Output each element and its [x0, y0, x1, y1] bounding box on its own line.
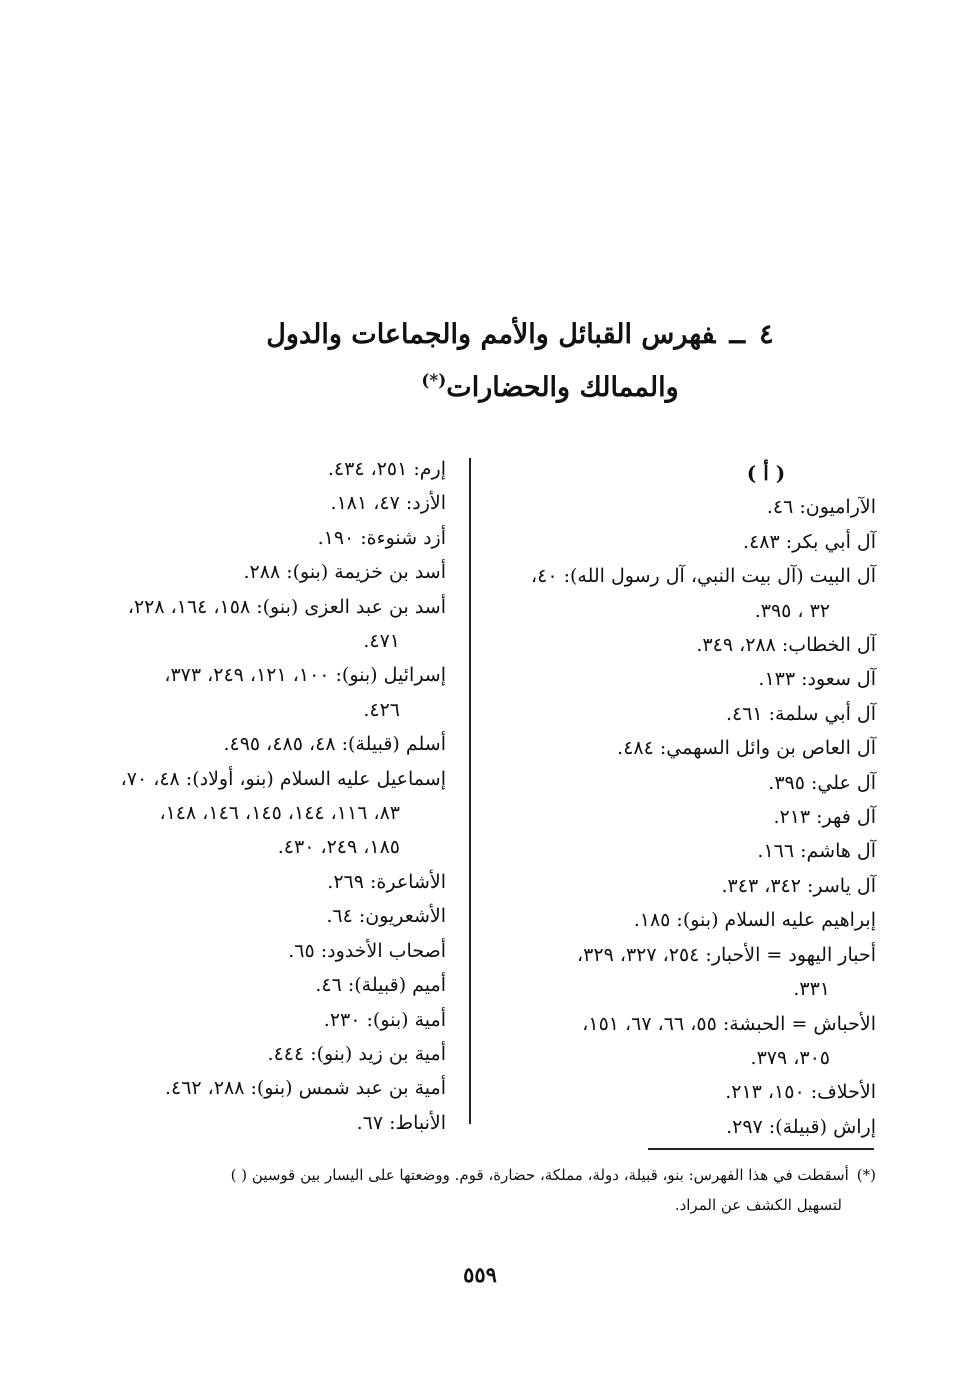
index-entry: أسد بن عبد العزى (بنو): ١٥٨، ١٦٤، ٢٢٨،: [127, 595, 446, 618]
title-text-1: فهرس القبائل والأمم والجماعات والدول: [266, 319, 716, 350]
index-entry-continuation: ٨٣، ١١٦، ١٤٤، ١٤٥، ١٤٦، ١٤٨،: [159, 802, 400, 825]
index-entry: الأشعريون: ٦٤.: [326, 905, 446, 928]
index-entry: إراش (قبيلة): ٢٩٧.: [726, 1115, 876, 1138]
index-entry: أمية (بنو): ٢٣٠.: [323, 1008, 446, 1031]
title-line-2: [150, 358, 850, 411]
section-letter-alif: [486, 456, 876, 490]
section-letter-text: ( أ ): [746, 461, 786, 485]
footnote-line-1: [110, 1160, 876, 1190]
index-entry: الأشاعرة: ٢٦٩.: [327, 870, 446, 893]
index-entry: آل البيت (آل بيت النبي، آل رسول الله): ٤٠،: [531, 565, 876, 588]
column-divider: [469, 458, 471, 1124]
index-entry: آل العاص بن وائل السهمي: ٤٨٤.: [617, 737, 876, 760]
footnote-mark: (*): [856, 1166, 876, 1184]
index-entry: أمية بن زيد (بنو): ٤٤٤.: [267, 1042, 446, 1065]
index-entry: الأحباش = الحبشة: ٥٥، ٦٦، ٦٧، ١٥١،: [582, 1012, 876, 1035]
index-entry: آل أبي سلمة: ٤٦١.: [725, 702, 876, 725]
title-dash: ــ: [729, 319, 746, 350]
index-entry: الأحلاف: ١٥٠، ٢١٣.: [725, 1081, 876, 1104]
index-entry: أسلم (قبيلة): ٤٨، ٤٨٥، ٤٩٥.: [223, 733, 446, 756]
index-entry-continuation: ٤٧١.: [363, 630, 400, 653]
index-entry-continuation: ٣٣١.: [793, 978, 830, 1001]
page-number: ٥٥٩: [463, 1262, 497, 1287]
index-entry: آل فهر: ٢١٣.: [773, 806, 876, 829]
footnote: [110, 1160, 876, 1220]
index-entry: أزد شنوءة: ١٩٠.: [317, 526, 446, 549]
index-entry: الأزد: ٤٧، ١٨١.: [330, 492, 446, 515]
index-entry: إسماعيل عليه السلام (بنو، أولاد): ٤٨، ٧٠،: [120, 767, 446, 790]
index-entry: آل سعود: ١٣٣.: [758, 668, 876, 691]
footnote-rule: [648, 1148, 874, 1150]
title-line-1: [150, 312, 850, 358]
index-entry: أميم (قبيلة): ٤٦.: [315, 974, 446, 997]
footnote-text-1: أسقطت في هذا الفهرس: بنو، قبيلة، دولة، مملكة، حضارة، قوم. ووضعتها على اليسار بين قوسين ( ): [230, 1166, 849, 1184]
index-entry: الأنباط: ٦٧.: [356, 1111, 446, 1134]
index-entry: أصحاب الأخدود: ٦٥.: [288, 939, 446, 962]
title-number: ٤: [759, 319, 774, 350]
index-title: [150, 312, 850, 411]
index-entry: أحبار اليهود = الأحبار: ٢٥٤، ٣٢٧، ٣٢٩،: [577, 943, 876, 966]
index-entry: إسرائيل (بنو): ١٠٠، ١٢١، ٢٤٩، ٣٧٣،: [164, 664, 446, 687]
index-entry: آل الخطاب: ٢٨٨، ٣٤٩.: [696, 634, 876, 657]
index-entry-continuation: ١٨٥، ٢٤٩، ٤٣٠.: [277, 836, 400, 859]
index-entry: إرم: ٢٥١، ٤٣٤.: [327, 458, 446, 480]
index-entry-continuation: ٤٢٦.: [363, 698, 400, 721]
left-index-column: [70, 452, 446, 1140]
index-entry-continuation: ٣٢ ، ٣٩٥.: [754, 599, 830, 622]
title-footnote-mark: (*): [421, 371, 447, 391]
title-text-2: والممالك والحضارات: [446, 372, 679, 403]
index-entry: آل علي: ٣٩٥.: [768, 771, 876, 794]
index-entry: آل هاشم: ١٦٦.: [757, 840, 876, 863]
index-entry: أمية بن عبد شمس (بنو): ٢٨٨، ٤٦٢.: [164, 1077, 446, 1100]
index-entry: إبراهيم عليه السلام (بنو): ١٨٥.: [633, 909, 876, 932]
index-entry-continuation: ٣٠٥، ٣٧٩.: [750, 1046, 830, 1069]
right-index-column: [486, 456, 876, 1144]
footnote-line-2: لتسهيل الكشف عن المراد.: [674, 1196, 842, 1214]
index-entry: آل أبي بكر: ٤٨٣.: [743, 530, 876, 553]
index-entry: الآراميون: ٤٦.: [766, 496, 876, 519]
index-entry: آل ياسر: ٣٤٢، ٣٤٣.: [721, 874, 876, 897]
index-entry: أسد بن خزيمة (بنو): ٢٨٨.: [243, 561, 446, 584]
